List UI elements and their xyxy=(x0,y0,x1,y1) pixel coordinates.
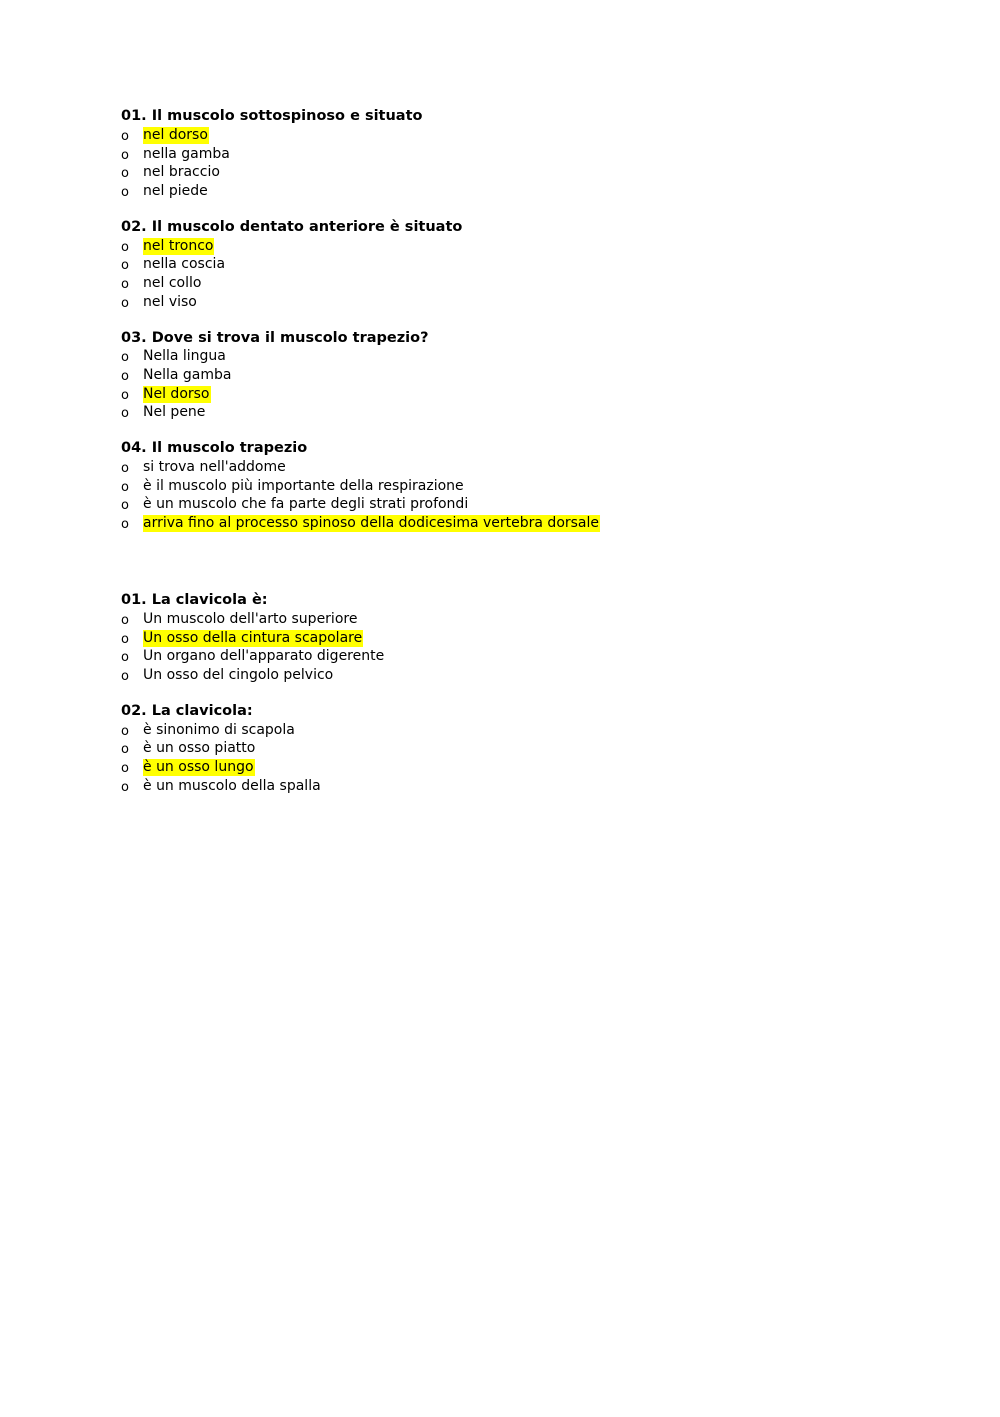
bullet-icon: o xyxy=(121,239,129,255)
answer-option xyxy=(121,385,941,404)
bullet-icon: o xyxy=(121,650,129,666)
bullet-icon: o xyxy=(121,742,129,758)
quiz-section-clavicle xyxy=(121,591,941,796)
question-block xyxy=(121,591,941,685)
answer-option xyxy=(121,126,941,145)
question-block xyxy=(121,439,941,533)
bullet-icon: o xyxy=(121,350,129,366)
answer-text: Un muscolo dell'arto superiore xyxy=(143,610,358,627)
answer-option xyxy=(121,514,941,533)
answer-option xyxy=(121,182,941,201)
question-title: 02. La clavicola: xyxy=(121,702,253,719)
answer-text: si trova nell'addome xyxy=(143,459,286,476)
question-block xyxy=(121,702,941,796)
answer-option xyxy=(121,477,941,496)
question-block xyxy=(121,218,941,312)
answer-option xyxy=(121,758,941,777)
answer-text: nel collo xyxy=(143,274,202,291)
answer-list xyxy=(121,348,941,423)
answer-option xyxy=(121,496,941,515)
answer-text: nel tronco xyxy=(143,237,214,254)
answer-option xyxy=(121,610,941,629)
question-title: 01. Il muscolo sottospinoso e situato xyxy=(121,108,423,124)
answer-option xyxy=(121,721,941,740)
answer-option xyxy=(121,255,941,274)
bullet-icon: o xyxy=(121,631,129,647)
answer-option xyxy=(121,666,941,685)
answer-list xyxy=(121,126,941,201)
answer-text: Nel dorso xyxy=(143,385,210,402)
question-title: 02. Il muscolo dentato anteriore è situato xyxy=(121,218,463,235)
answer-text: nella coscia xyxy=(143,256,226,273)
bullet-icon: o xyxy=(121,258,129,274)
bullet-icon: o xyxy=(121,517,129,533)
answer-text: Un organo dell'apparato digerente xyxy=(143,648,385,665)
answer-option xyxy=(121,274,941,293)
bullet-icon: o xyxy=(121,461,129,477)
answer-text: Un osso del cingolo pelvico xyxy=(143,666,334,683)
bullet-icon: o xyxy=(121,387,129,403)
answer-text: è un osso lungo xyxy=(143,758,254,775)
answer-text: Nella lingua xyxy=(143,348,226,365)
answer-list xyxy=(121,458,941,533)
bullet-icon: o xyxy=(121,723,129,739)
answer-option xyxy=(121,366,941,385)
bullet-icon: o xyxy=(121,612,129,628)
answer-text: nel viso xyxy=(143,293,197,310)
bullet-icon: o xyxy=(121,498,129,514)
answer-list xyxy=(121,237,941,312)
bullet-icon: o xyxy=(121,295,129,311)
bullet-icon: o xyxy=(121,369,129,385)
answer-text: Nel pene xyxy=(143,404,206,421)
bullet-icon: o xyxy=(121,479,129,495)
answer-text: è un muscolo della spalla xyxy=(143,777,321,794)
bullet-icon: o xyxy=(121,276,129,292)
question-block xyxy=(121,329,941,423)
answer-option xyxy=(121,163,941,182)
answer-text: nella gamba xyxy=(143,145,230,162)
answer-option xyxy=(121,777,941,796)
answer-option xyxy=(121,237,941,256)
answer-text: Un osso della cintura scapolare xyxy=(143,629,363,646)
answer-text: nel piede xyxy=(143,182,208,199)
bullet-icon: o xyxy=(121,779,129,795)
answer-text: nel braccio xyxy=(143,164,220,181)
answer-text: Nella gamba xyxy=(143,367,232,384)
answer-option xyxy=(121,647,941,666)
bullet-icon: o xyxy=(121,128,129,144)
answer-text: è un osso piatto xyxy=(143,740,256,757)
answer-option xyxy=(121,348,941,367)
answer-text: nel dorso xyxy=(143,126,208,143)
answer-text: è il muscolo più importante della respirazione xyxy=(143,477,464,494)
answer-option xyxy=(121,404,941,423)
question-title: 03. Dove si trova il muscolo trapezio? xyxy=(121,329,429,346)
answer-option xyxy=(121,145,941,164)
bullet-icon: o xyxy=(121,760,129,776)
answer-option xyxy=(121,293,941,312)
answer-option xyxy=(121,739,941,758)
question-title: 01. La clavicola è: xyxy=(121,592,268,608)
answer-text: è un muscolo che fa parte degli strati profondi xyxy=(143,496,469,513)
document-page xyxy=(121,107,941,796)
answer-option xyxy=(121,458,941,477)
bullet-icon: o xyxy=(121,184,129,200)
quiz-section-muscles xyxy=(121,107,941,533)
bullet-icon: o xyxy=(121,668,129,684)
bullet-icon: o xyxy=(121,406,129,422)
answer-text: arriva fino al processo spinoso della dodicesima vertebra dorsale xyxy=(143,515,600,532)
question-title: 04. Il muscolo trapezio xyxy=(121,440,308,457)
answer-text: è sinonimo di scapola xyxy=(143,721,295,738)
bullet-icon: o xyxy=(121,147,129,163)
question-block xyxy=(121,107,941,201)
answer-list xyxy=(121,721,941,796)
bullet-icon: o xyxy=(121,166,129,182)
answer-list xyxy=(121,610,941,685)
answer-option xyxy=(121,629,941,648)
